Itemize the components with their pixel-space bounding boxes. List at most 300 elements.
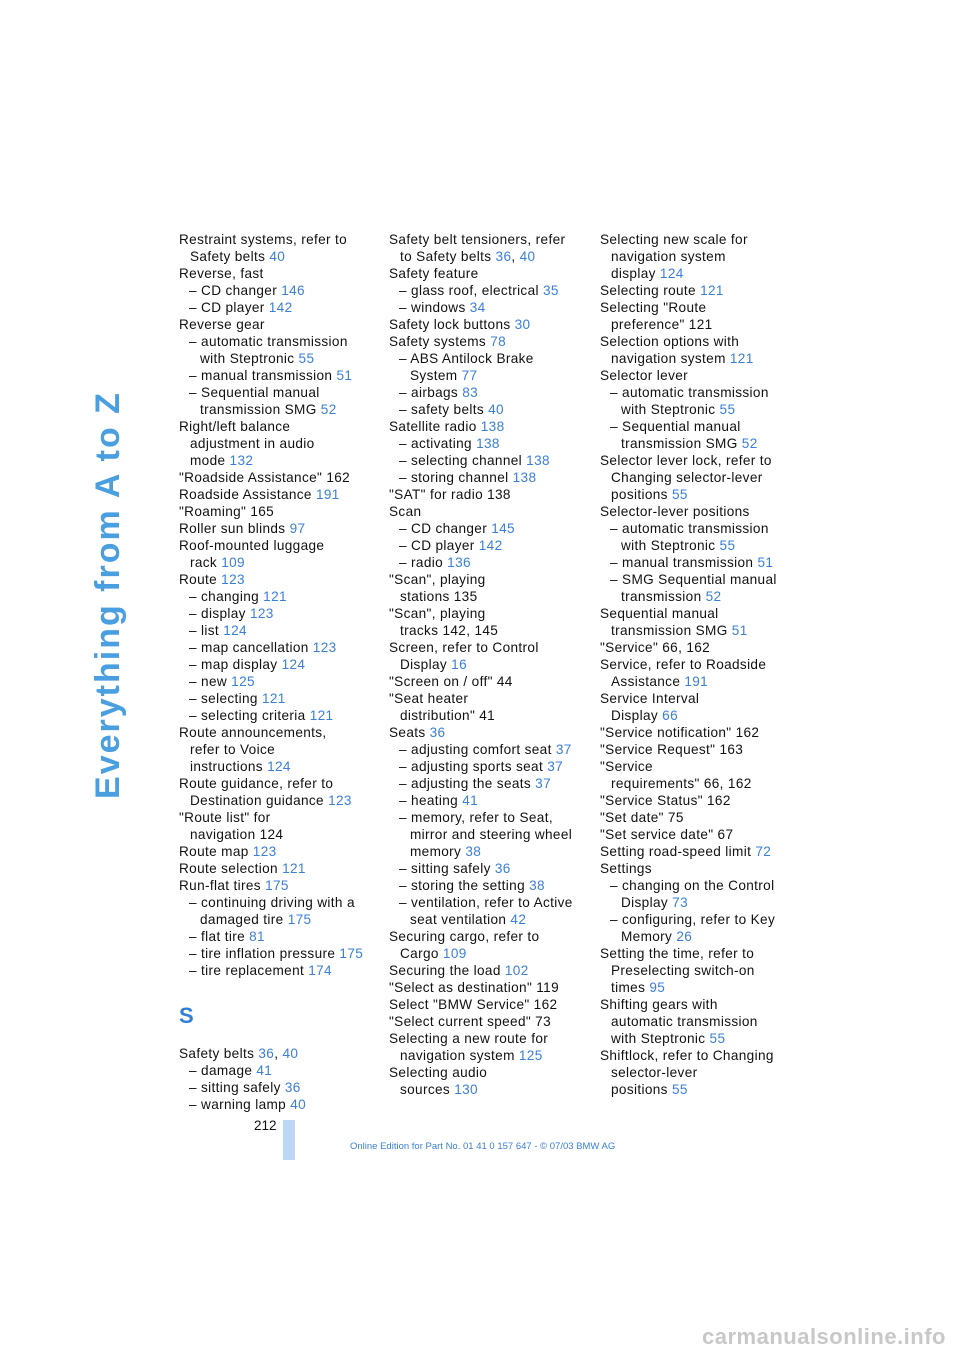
index-entry-text: Roof-mounted luggage [179,538,325,553]
index-entry-text: positions [611,487,672,502]
index-entry [389,435,589,452]
index-entry-text: automatic transmission [611,1014,758,1029]
index-entry-text: Selecting new scale for [600,232,748,247]
index-entry-text: – configuring, refer to Key [610,912,776,927]
index-entry [179,418,379,469]
page-ref-link[interactable]: 51 [731,623,748,638]
index-entry [179,571,379,588]
page-ref-link[interactable]: 97 [289,521,306,536]
index-entry [389,418,589,435]
index-entry-text: – sitting safely [399,861,495,876]
index-entry-text: – radio [399,555,448,570]
index-entry-text: – adjusting sports seat [399,759,548,774]
index-entry-text: Selecting a new route for [389,1031,549,1046]
index-entry-text: positions [611,1082,672,1097]
index-entry [389,809,589,860]
index-entry [389,758,589,775]
index-entry [600,656,800,690]
page-ref-link[interactable]: 175 [265,878,289,893]
index-column-2 [389,231,589,1098]
page-ref-link[interactable]: 138 [480,419,505,434]
index-entry [600,384,800,418]
page-ref-link[interactable]: 132 [229,453,254,468]
page-ref-link[interactable]: 174 [308,963,332,978]
index-entry [179,265,379,282]
index-entry [389,554,589,571]
page-ref-link[interactable]: 55 [719,402,736,417]
index-entry [389,1013,589,1030]
page-ref-link[interactable]: 52 [741,436,758,451]
page-ref-link[interactable]: 121 [729,351,754,366]
index-entry-text: navigation 124 [190,827,284,842]
index-entry [600,792,800,809]
index-entry-text: – CD player [399,538,479,553]
index-entry [600,945,800,996]
index-entry [179,384,379,418]
index-entry [389,928,589,962]
index-entry-text: "Seat heater [389,691,469,706]
index-entry-text: distribution" 41 [400,708,496,723]
page-ref-link[interactable]: 40 [290,1097,307,1112]
index-entry [600,690,800,724]
index-entry-text: memory [410,844,466,859]
index-entry-text: "Roadside Assistance" 162 [179,470,351,485]
index-entry [179,282,379,299]
page-ref-link[interactable]: 121 [309,708,334,723]
index-entry-text: Service Interval [600,691,700,706]
index-entry [600,231,800,282]
index-entry-text: – ABS Antilock Brake [399,351,534,366]
page-ref-link[interactable]: 55 [719,538,736,553]
index-entry-text: Assistance [611,674,685,689]
page-ref-link[interactable]: 138 [526,453,550,468]
index-entry-text: navigation system [611,351,730,366]
index-entry-text: with Steptronic [200,351,299,366]
page-ref-link[interactable]: 95 [649,980,666,995]
section-letter: S [179,1003,194,1028]
index-entry-text: "Set date" 75 [600,810,684,825]
page-ref-link[interactable]: 78 [490,334,507,349]
index-entry-text: "Roaming" 165 [179,504,275,519]
page-ref-link[interactable]: 38 [465,844,482,859]
index-entry [179,537,379,571]
index-entry-text: "Set service date" 67 [600,827,734,842]
page-ref-link[interactable]: 124 [223,623,247,638]
page-ref-link[interactable]: 40 [488,402,504,417]
index-entry-text: – storing channel [399,470,513,485]
page-ref-link[interactable]: 41 [462,793,479,808]
index-entry [179,724,379,775]
index-entry-text: – adjusting the seats [399,776,536,791]
index-entry [389,469,589,486]
index-entry [179,1062,379,1079]
index-entry [389,265,589,282]
index-entry-text: Reverse, fast [179,266,264,281]
index-entry [389,401,589,418]
index-entry [179,775,379,809]
index-entry-text: Route [179,572,222,587]
page-ref-link[interactable]: 123 [312,640,337,655]
index-entry [389,350,589,384]
index-entry-text: Preselecting switch-on [611,963,755,978]
index-column-3 [600,231,800,1098]
index-entry-text: instructions [190,759,268,774]
index-entry-text: with Steptronic [611,1031,710,1046]
index-entry-text: – SMG Sequential manual [610,572,777,587]
index-entry-text: transmission SMG [200,402,321,417]
index-entry-text: Safety feature [389,266,479,281]
index-entry-text: – warning lamp [189,1097,291,1112]
index-entry-text: with Steptronic [621,402,720,417]
page-ref-link[interactable]: 175 [339,946,364,961]
index-entry [179,690,379,707]
index-entry-text: "Service [600,759,653,774]
index-entry [389,724,589,741]
index-entry-text: requirements" 66, 162 [611,776,752,791]
page-ref-link[interactable]: 191 [315,487,340,502]
index-entry [600,1047,800,1098]
index-entry-text: navigation system [611,249,726,264]
index-entry-text: "Service Request" 163 [600,742,744,757]
page-ref-link[interactable]: 38 [529,878,545,893]
index-entry [179,333,379,367]
index-entry-text: seat ventilation [410,912,511,927]
index-entry-text: Display [611,708,663,723]
index-entry [179,928,379,945]
index-entry-text: "Service Status" 162 [600,793,731,808]
page-ref-link[interactable]: 136 [447,555,471,570]
index-entry-text: Roller sun blinds [179,521,290,536]
index-entry [600,605,800,639]
index-entry-text: – automatic transmission [610,385,769,400]
index-entry-text: Safety lock buttons [389,317,515,332]
index-entry [389,673,589,690]
index-entry [600,860,800,877]
page-ref-link[interactable]: 130 [454,1082,478,1097]
index-entry [179,605,379,622]
page-ref-link[interactable]: 138 [476,436,500,451]
index-entry [389,1064,589,1098]
index-entry-text: "Service notification" 162 [600,725,760,740]
page-ref-link[interactable]: 102 [504,963,529,978]
page-ref-link[interactable]: 191 [684,674,709,689]
page-ref-link[interactable]: 146 [281,283,305,298]
index-entry [389,792,589,809]
index-entry-text: – flat tire [189,929,250,944]
index-entry-text: adjustment in audio [190,436,315,451]
index-entry [179,877,379,894]
index-entry-text: – safety belts [399,402,489,417]
index-entry [389,775,589,792]
index-entry-text: Destination guidance [190,793,329,808]
page-ref-link[interactable]: 36 [284,1080,301,1095]
index-entry [389,996,589,1013]
index-entry [179,1045,379,1062]
index-entry [179,503,379,520]
index-entry [389,860,589,877]
page-ref-link[interactable]: 55 [671,487,688,502]
index-entry-text: "Route list" for [179,810,271,825]
index-entry-text: – continuing driving with a [189,895,355,910]
index-entry-text: Route selection [179,861,283,876]
index-entry-text: mirror and steering wheel [410,827,573,842]
page-ref-link[interactable]: 40 [269,249,286,264]
page-ref-link[interactable]: 121 [282,861,306,876]
page-ref-link[interactable]: 51 [336,368,353,383]
page-ref-link[interactable]: 36 [494,861,511,876]
index-entry-text: Select "BMW Service" 162 [389,997,558,1012]
index-entry-text: – list [189,623,224,638]
index-entry [389,1030,589,1064]
index-entry-text: damaged tire [200,912,288,927]
index-entry [600,571,800,605]
index-entry-text: – glass roof, electrical [399,283,543,298]
index-entry-text: Safety belt tensioners, refer [389,232,566,247]
index-entry-text: Setting road-speed limit [600,844,756,859]
index-entry-text: preference" 121 [611,317,713,332]
index-entry-text: mode [190,453,230,468]
index-entry [389,571,589,605]
index-entry-text: – new [189,674,232,689]
index-entry-text: display [611,266,660,281]
index-entry-text: Right/left balance [179,419,291,434]
index-entry-text: – automatic transmission [189,334,348,349]
index-entry-text: – CD player [189,300,269,315]
page-ref-link[interactable]: 73 [672,895,688,910]
page-ref-link[interactable]: 52 [705,589,722,604]
index-entry-text: Changing selector-lever [611,470,763,485]
page-ref-link[interactable]: 125 [231,674,255,689]
index-entry [179,809,379,843]
index-entry-text: Selecting audio [389,1065,488,1080]
index-entry-text: Service, refer to Roadside [600,657,767,672]
index-column-1 [179,231,379,1113]
index-entry [600,520,800,554]
index-entry-text: stations 135 [400,589,478,604]
page-ref-link[interactable]: 123 [252,844,277,859]
page-ref-link[interactable]: 41 [256,1063,273,1078]
index-entry [179,894,379,928]
page-ref-link[interactable]: 142 [268,300,293,315]
index-entry-text: Run-flat tires [179,878,266,893]
index-entry [600,996,800,1047]
index-entry-text: selector-lever [611,1065,698,1080]
page-ref-link[interactable]: 109 [442,946,467,961]
index-entry [389,877,589,894]
page-ref-link[interactable]: 81 [249,929,265,944]
index-entry [389,452,589,469]
page-ref-link[interactable]: 66 [662,708,678,723]
watermark: carmanualsonline.info [702,1324,946,1349]
index-entry-text: transmission SMG [621,436,742,451]
index-entry [179,486,379,503]
page-ref-link[interactable]: 35 [543,283,559,298]
page-ref-link[interactable]: 121 [700,283,724,298]
page-ref-link[interactable]: 52 [320,402,337,417]
index-entry [600,452,800,503]
page-ref-link[interactable]: 37 [547,759,564,774]
page-ref-link[interactable]: 30 [514,317,531,332]
page-ref-link[interactable]: 36 [258,1046,275,1061]
index-entry [179,299,379,316]
index-entry [179,469,379,486]
index-entry-text: Selecting route [600,283,701,298]
index-entry-text: Selection options with [600,334,740,349]
page-ref-link[interactable]: 138 [512,470,537,485]
index-entry-text: Seats [389,725,430,740]
index-entry [389,299,589,316]
index-entry-text: – adjusting comfort seat [399,742,556,757]
index-entry-text: – manual transmission [610,555,758,570]
page-ref-separator: , [274,1046,283,1061]
index-entry-text: System [410,368,462,383]
index-entry-text: – ventilation, refer to Active [399,895,573,910]
index-entry-text: times [611,980,650,995]
page-ref-link[interactable]: 26 [676,929,693,944]
index-entry [600,367,800,384]
index-entry [600,282,800,299]
index-entry-text: with Steptronic [621,538,720,553]
index-entry-text: – tire inflation pressure [189,946,340,961]
page-ref-link[interactable]: 175 [287,912,312,927]
index-entry [389,979,589,996]
index-entry [389,520,589,537]
footer-edition-note: Online Edition for Part No. 01 41 0 157 647 - © 07/03 BMW AG [350,1141,616,1152]
index-entry [389,316,589,333]
index-entry [600,418,800,452]
index-entry [389,639,589,673]
index-entry [389,741,589,758]
index-entry-text: – memory, refer to Seat, [399,810,553,825]
index-entry-text: "Select as destination" 119 [389,980,559,995]
index-entry-text: "Scan", playing [389,606,486,621]
index-entry-text: – selecting criteria [189,708,310,723]
index-entry-text: – windows [399,300,470,315]
index-entry-text: Selecting "Route [600,300,707,315]
page-ref-link[interactable]: 124 [281,657,306,672]
index-entry [389,384,589,401]
index-entry [179,520,379,537]
index-entry [179,860,379,877]
index-entry [600,333,800,367]
index-entry-text: Settings [600,861,652,876]
index-entry [600,554,800,571]
page-ref-link[interactable]: 123 [249,606,274,621]
index-entry-text: – selecting [189,691,262,706]
index-entry [179,962,379,979]
index-entry [389,231,589,265]
page-ref-link[interactable]: 124 [267,759,291,774]
index-entry-text: refer to Voice [190,742,275,757]
page-ref-link[interactable]: 51 [757,555,774,570]
page-ref-link[interactable]: 145 [491,521,515,536]
index-entry-text: – changing on the Control [610,878,775,893]
index-entry-text: Shifting gears with [600,997,718,1012]
index-entry [600,911,800,945]
index-entry-text: "Service" 66, 162 [600,640,711,655]
page-ref-link[interactable]: 77 [461,368,478,383]
index-entry [600,826,800,843]
page-ref-link[interactable]: 55 [298,351,315,366]
page-ref-link[interactable]: 72 [755,844,772,859]
index-entry-text: rack [190,555,222,570]
page-ref-link[interactable]: 40 [519,249,536,264]
page-ref-link[interactable]: 121 [261,691,286,706]
index-entry-text: Safety systems [389,334,491,349]
index-entry-text: Route guidance, refer to [179,776,334,791]
index-entry-text: – activating [399,436,477,451]
index-entry [600,877,800,911]
page-ref-link[interactable]: 83 [462,385,479,400]
index-entry [389,486,589,503]
page-ref-link[interactable]: 55 [671,1082,688,1097]
index-entry-text: Display [621,895,673,910]
index-entry [179,945,379,962]
index-entry [179,622,379,639]
index-entry [389,282,589,299]
side-title: Everything from A to Z [89,391,127,799]
index-entry-text: – map display [189,657,282,672]
index-entry [600,758,800,792]
index-entry-text: Safety belts [190,249,270,264]
index-entry-text: Restraint systems, refer to [179,232,348,247]
index-entry-text: – map cancellation [189,640,313,655]
index-entry [389,605,589,639]
index-entry-text: Selector-lever positions [600,504,750,519]
index-entry-text: Screen, refer to Control [389,640,539,655]
index-entry [600,639,800,656]
index-entry-text: navigation system [400,1048,519,1063]
page-ref-link[interactable]: 124 [659,266,684,281]
page-ref-link[interactable]: 142 [478,538,503,553]
index-entry-text: – automatic transmission [610,521,769,536]
page-ref-link[interactable]: 34 [469,300,486,315]
index-entry-text: Memory [621,929,677,944]
page-ref-link[interactable]: 109 [221,555,245,570]
page-ref-link[interactable]: 36 [429,725,446,740]
page-ref-link[interactable]: 37 [555,742,572,757]
page-ref-link[interactable]: 125 [518,1048,543,1063]
page-ref-link[interactable]: 40 [282,1046,299,1061]
index-entry-text: "Scan", playing [389,572,486,587]
page-ref-link[interactable]: 37 [535,776,551,791]
index-entry [179,639,379,656]
index-entry-text: "SAT" for radio 138 [389,487,511,502]
page-ref-link[interactable]: 36 [495,249,512,264]
page-ref-link[interactable]: 121 [263,589,287,604]
index-entry-text: Route map [179,844,253,859]
index-entry [179,367,379,384]
index-entry [600,741,800,758]
page-ref-link[interactable]: 55 [709,1031,726,1046]
page-ref-link[interactable]: 123 [328,793,352,808]
index-entry-text: sources [400,1082,455,1097]
page-ref-link[interactable]: 42 [510,912,527,927]
index-entry-text: Setting the time, refer to [600,946,755,961]
index-entry-text: – sitting safely [189,1080,285,1095]
index-entry [389,537,589,554]
index-entry-text: – airbags [399,385,463,400]
index-entry [179,843,379,860]
index-entry-text: Safety belts [179,1046,259,1061]
index-entry-text: Sequential manual [600,606,719,621]
page-ref-link[interactable]: 123 [221,572,245,587]
index-entry-text: – changing [189,589,264,604]
index-entry-text: Scan [389,504,422,519]
index-entry [600,299,800,333]
page-ref-link[interactable]: 16 [451,657,467,672]
index-entry [179,1096,379,1113]
